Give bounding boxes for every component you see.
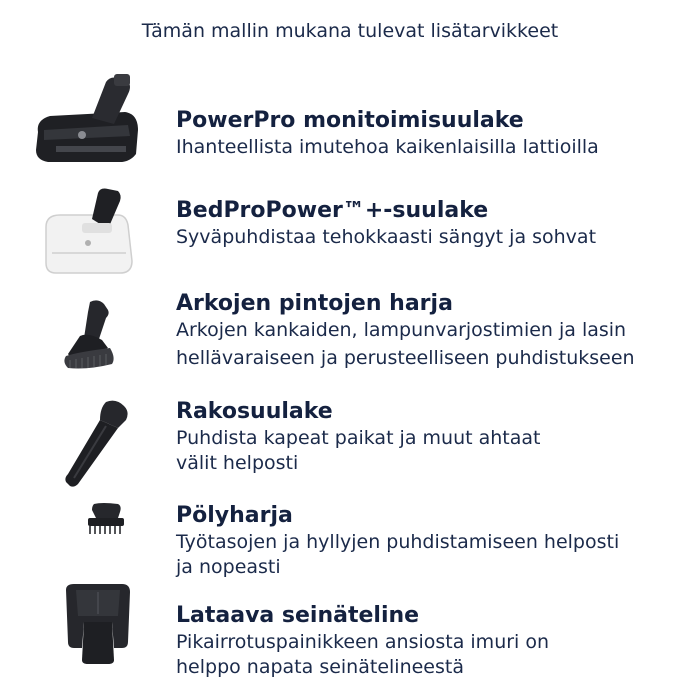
bedpropower-nozzle-icon xyxy=(42,185,142,281)
crevice-tool-icon xyxy=(60,398,140,494)
item-title: Lataava seinäteline xyxy=(176,603,420,628)
page-heading: Tämän mallin mukana tulevat lisätarvikkeet xyxy=(141,20,559,42)
item-title: Pölyharja xyxy=(176,503,293,528)
item-desc-line: helppo napata seinätelineestä xyxy=(176,656,464,678)
item-desc-line: ja nopeasti xyxy=(176,556,281,578)
soft-brush-icon xyxy=(58,298,138,382)
item-desc-line: Pikairrotuspainikkeen ansiosta imuri on xyxy=(176,631,550,653)
item-title: PowerPro monitoimisuulake xyxy=(176,108,524,133)
item-desc-line: välit helposti xyxy=(176,452,299,474)
item-desc-line: Syväpuhdistaa tehokkaasti sängyt ja sohvat xyxy=(176,226,597,248)
item-desc-line: Arkojen kankaiden, lampunvarjostimien ja lasin xyxy=(176,319,627,341)
item-title: BedProPower™+-suulake xyxy=(176,198,489,223)
item-desc-line: hellävaraiseen ja perusteelliseen puhdistukseen xyxy=(176,347,635,369)
item-desc-line: Työtasojen ja hyllyjen puhdistamiseen helposti xyxy=(176,531,620,553)
item-desc-line: Ihanteellista imutehoa kaikenlaisilla lattioilla xyxy=(176,136,599,158)
wall-charger-icon xyxy=(62,582,134,668)
item-title: Arkojen pintojen harja xyxy=(176,291,453,316)
dust-brush-icon xyxy=(82,502,132,542)
item-title: Rakosuulake xyxy=(176,399,333,424)
powerpro-nozzle-icon xyxy=(30,70,140,174)
item-desc-line: Puhdista kapeat paikat ja muut ahtaat xyxy=(176,427,541,449)
